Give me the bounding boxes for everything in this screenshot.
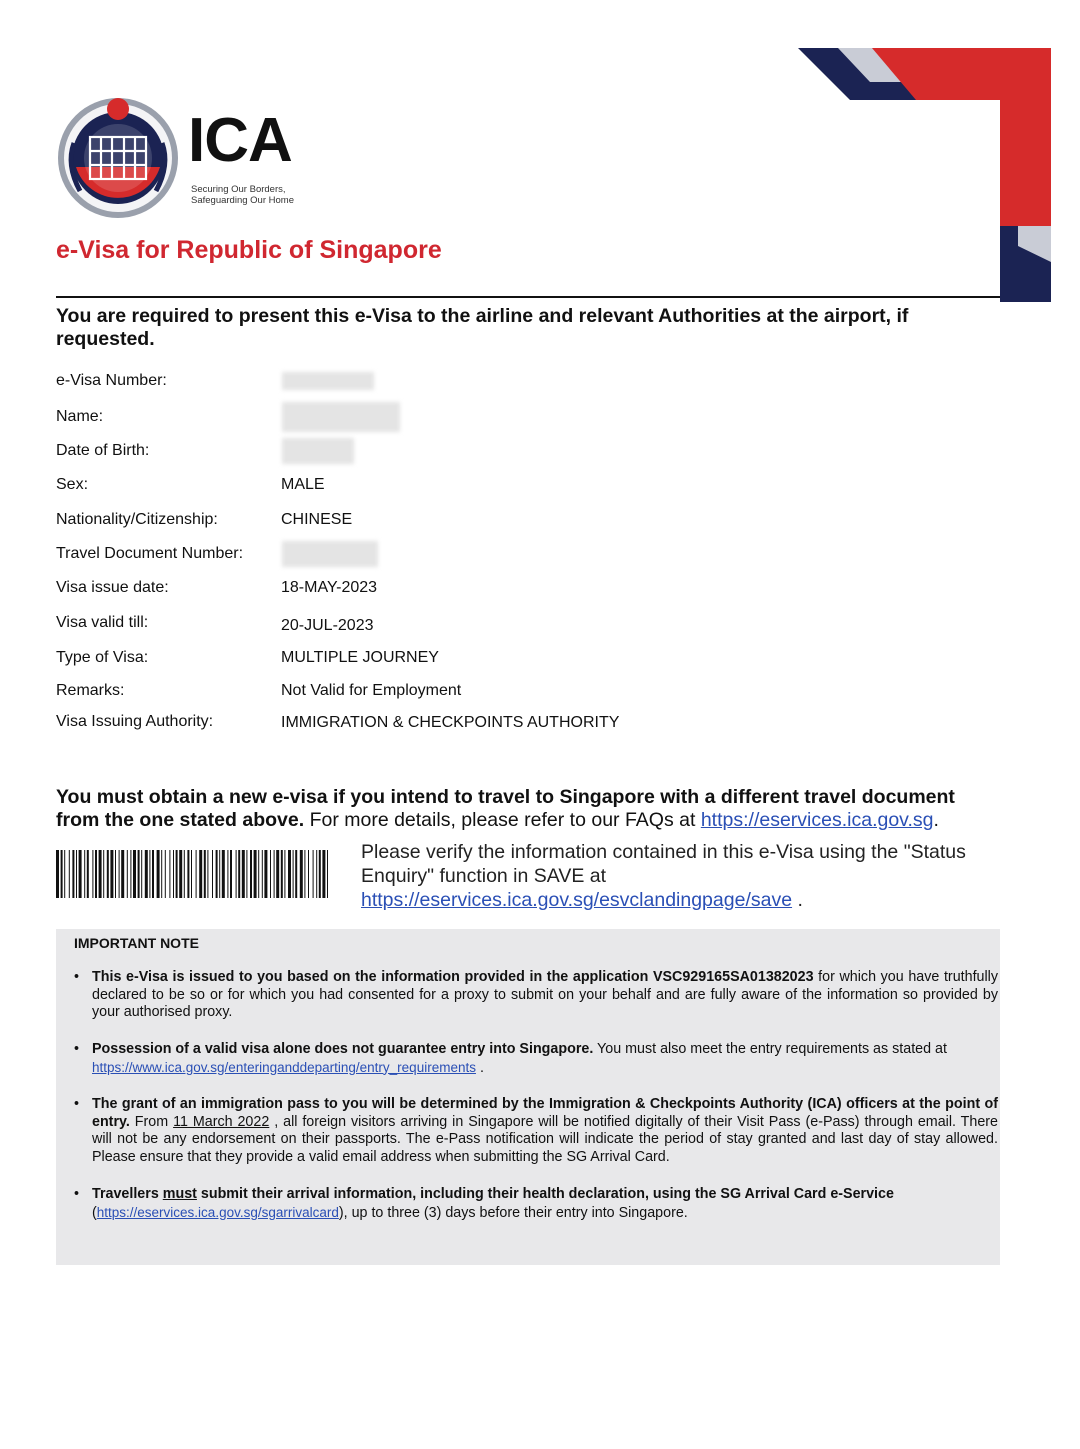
barcode-bar	[222, 850, 225, 898]
barcode-bar	[99, 850, 102, 898]
barcode-bar	[149, 850, 150, 898]
logo-tagline: Securing Our Borders, Safeguarding Our Home	[191, 184, 294, 206]
barcode-bar	[313, 850, 314, 898]
barcode-bar	[284, 850, 285, 898]
barcode-bar	[121, 850, 124, 898]
barcode-bar	[130, 850, 131, 898]
barcode-bar	[230, 850, 232, 898]
barcode-bar	[196, 850, 197, 898]
barcode-bar	[219, 850, 220, 898]
barcode-bar	[161, 850, 162, 898]
barcode-bar	[79, 850, 82, 898]
barcode-bar	[207, 850, 208, 898]
barcode-bar	[304, 850, 305, 898]
barcode-bar	[157, 850, 160, 898]
barcode-bar	[308, 850, 309, 898]
important-note-box	[56, 929, 1000, 1265]
barcode-bar	[141, 850, 142, 898]
entry-requirements-link[interactable]: https://www.ica.gov.sg/enteringanddeparting/entry_requirements	[92, 1059, 476, 1075]
barcode-bar	[165, 850, 166, 898]
barcode-bar	[69, 850, 70, 898]
faq-link[interactable]: https://eservices.ica.gov.sg	[700, 809, 934, 831]
barcode-bar	[316, 850, 317, 898]
barcode-bar	[127, 850, 128, 898]
save-status-enquiry-link[interactable]: https://eservices.ica.gov.sg/esvclandingpage/save	[361, 889, 793, 911]
presentation-notice: You are required to present this e-Visa to the airline and relevant Authorities at the airport, if requested.	[56, 305, 909, 350]
barcode-bar	[199, 850, 202, 898]
barcode-bar	[281, 850, 283, 898]
barcode-bar	[179, 850, 182, 898]
barcode-bar	[236, 850, 237, 898]
barcode-bar	[184, 850, 185, 898]
barcode-bar	[264, 850, 267, 898]
bullet-icon: •	[74, 1041, 80, 1057]
barcode-bar	[254, 850, 257, 898]
barcode-bar	[119, 850, 120, 898]
barcode-bar	[138, 850, 140, 898]
barcode-bar	[242, 850, 245, 898]
note-bullet-entry-requirements: • Possession of a valid visa alone does not guarantee entry into Singapore. You must also meet the entry requirements as stated at https://www.ica.gov.sg/enteringanddeparting/entry_requirements .	[74, 1041, 947, 1076]
barcode-bar	[250, 850, 252, 898]
note-bullet-arrival-card: • Travellers must submit their arrival information, including their health declaration, using the SG Arrival Card e-Service (https://eservices.ica.gov.sg/sgarrivalcard), up to three (3) days before their entry into Singapore.	[74, 1186, 894, 1221]
barcode-bar	[133, 850, 136, 898]
barcode-bar	[145, 850, 148, 898]
sg-arrival-card-link[interactable]: https://eservices.ica.gov.sg/sgarrivalcard	[96, 1204, 339, 1220]
redacted-value	[282, 372, 374, 390]
barcode-bar	[327, 850, 328, 898]
redacted-value	[282, 438, 354, 464]
barcode-bar	[61, 850, 63, 898]
redacted-value	[282, 402, 400, 432]
barcode-bar	[191, 850, 192, 898]
barcode-bar	[187, 850, 189, 898]
barcode-bar	[72, 850, 74, 898]
barcode-bar	[103, 850, 104, 898]
barcode-bar	[169, 850, 170, 898]
barcode-bar	[238, 850, 240, 898]
barcode-bar	[95, 850, 97, 898]
barcode-bar	[270, 850, 271, 898]
barcode-bar	[246, 850, 247, 898]
barcode-bar	[110, 850, 113, 898]
barcode-bar	[173, 850, 174, 898]
barcode-bar	[107, 850, 109, 898]
important-note-title: IMPORTANT NOTE	[74, 935, 199, 951]
barcode-bar	[64, 850, 65, 898]
barcode-bar	[322, 850, 325, 898]
redacted-value	[282, 541, 378, 567]
barcode-bar	[216, 850, 218, 898]
barcode-bar	[276, 850, 279, 898]
barcode-bar	[212, 850, 213, 898]
barcode	[56, 850, 328, 898]
bullet-icon: •	[74, 1096, 80, 1112]
barcode-bar	[115, 850, 116, 898]
barcode-bar	[300, 850, 303, 898]
verify-instructions: Please verify the information contained in this e-Visa using the "Status Enquiry" function in SAVE at https://eservices.ica.gov.sg/esvclandingpage/save .	[361, 841, 966, 911]
barcode-bar	[92, 850, 93, 898]
barcode-bar	[288, 850, 291, 898]
bullet-icon: •	[74, 969, 80, 985]
barcode-bar	[87, 850, 89, 898]
note-bullet-immigration-pass: • The grant of an immigration pass to you will be determined by the Immigration & Checkpoints Authority (ICA) officers at the point of entry. From 11 March 2022 , all foreign visitors arriving in Singapore will be notified digitally of their Visit Pass (e-Pass) through email. There will not be any endorsement on their passports. The e-Pass notification will indicate the period of stay granted and last day of stay allowed. Please ensure that they provide a valid email address when submitting the SG Arrival Card.	[74, 1096, 998, 1165]
ica-logo-text: ICA	[188, 106, 292, 175]
barcode-bar	[84, 850, 85, 898]
barcode-bar	[319, 850, 321, 898]
corner-stripe-decoration	[790, 40, 1060, 310]
title-divider	[56, 296, 1000, 298]
barcode-bar	[295, 850, 297, 898]
new-visa-notice: You must obtain a new e-visa if you intend to travel to Singapore with a different travel document from the one stated above. For more details, please refer to our FAQs at https://eservices.ica.gov.sg.	[56, 786, 955, 831]
bullet-icon: •	[74, 1186, 80, 1202]
page-title: e-Visa for Republic of Singapore	[56, 236, 442, 264]
barcode-bar	[262, 850, 263, 898]
barcode-bar	[204, 850, 206, 898]
note-bullet-application: • This e-Visa is issued to you based on the information provided in the application VSC929165SA01382023 for which you have truthfully declared to be so or for which you had consented for a proxy to submit on your behalf and are fully aware of the information so provided by your authorised proxy.	[74, 969, 998, 1020]
barcode-bar	[227, 850, 228, 898]
barcode-bar	[152, 850, 154, 898]
barcode-bar	[274, 850, 275, 898]
barcode-bar	[76, 850, 77, 898]
barcode-bar	[293, 850, 294, 898]
barcode-bar	[176, 850, 178, 898]
barcode-bar	[56, 850, 59, 898]
barcode-bar	[258, 850, 259, 898]
